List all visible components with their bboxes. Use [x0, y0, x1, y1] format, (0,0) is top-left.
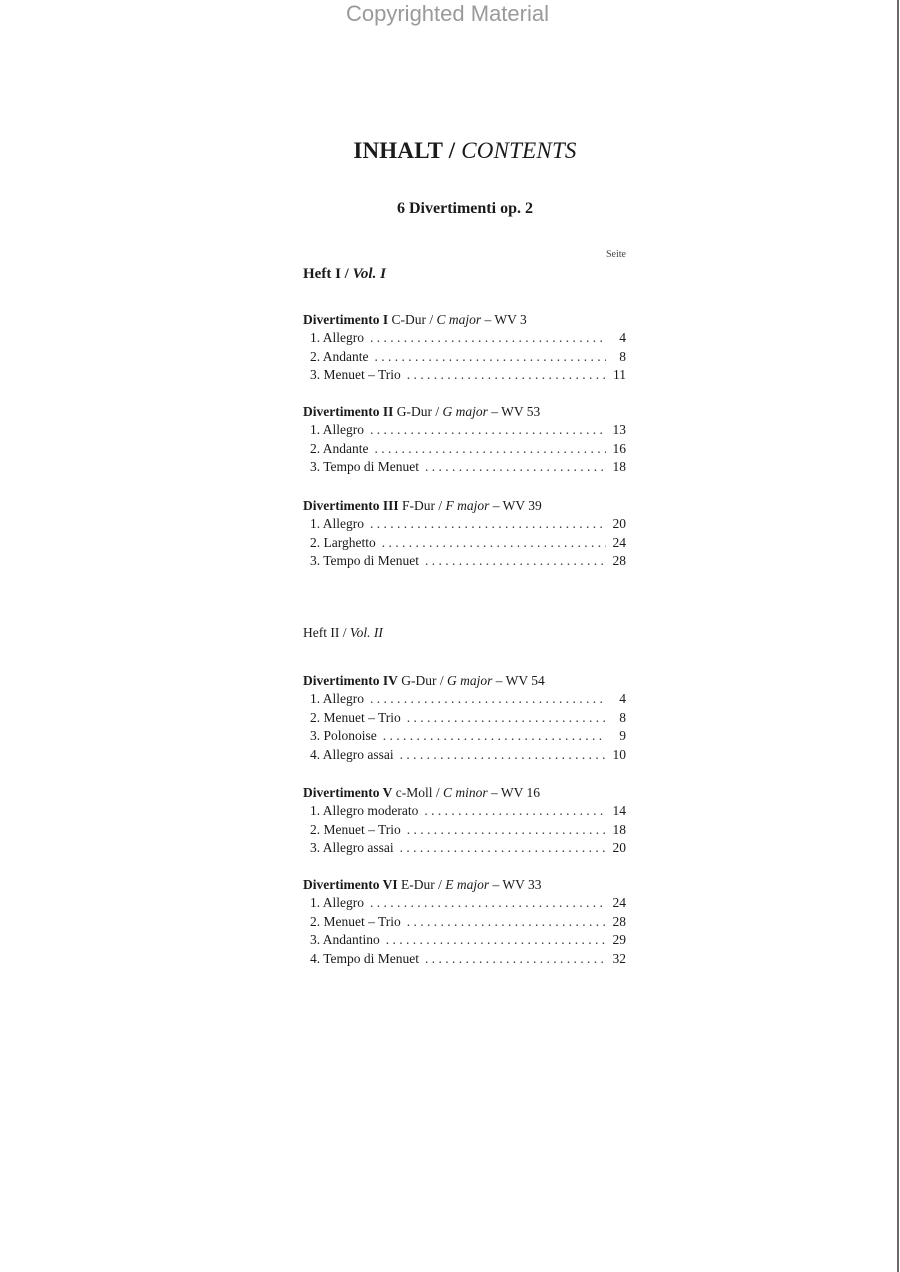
dot-leader [400, 746, 606, 765]
movement-title: 1. Allegro moderato [310, 803, 419, 818]
movement-title: 2. Andante [310, 440, 369, 456]
key-english: C minor [442, 785, 488, 800]
key-english: F major [445, 498, 490, 513]
movement-row[interactable] [303, 746, 626, 765]
dot-leader [370, 690, 606, 709]
dot-leader [370, 515, 606, 534]
page-number: 32 [612, 951, 626, 967]
dot-leader [375, 348, 607, 367]
page-number: 14 [612, 803, 626, 818]
movement-title: 3. Tempo di Menuet [310, 459, 420, 475]
page-number: 16 [612, 440, 626, 456]
movement-row[interactable] [303, 366, 626, 385]
catalog-number: – WV 53 [491, 404, 541, 419]
page-column-label: Seite [606, 249, 626, 260]
page-number: 20 [612, 516, 626, 531]
divertimento-name: Divertimento IV [303, 673, 398, 688]
movement-row[interactable] [303, 727, 626, 746]
key-english: E major [445, 877, 490, 892]
page-number: 10 [612, 747, 626, 763]
divertimento-heading [303, 402, 626, 421]
work-subtitle: 6 Divertimenti op. 2 [397, 200, 533, 217]
movement-row[interactable] [303, 552, 626, 571]
catalog-number: – WV 39 [492, 498, 542, 513]
divertimento-name: Divertimento II [303, 404, 394, 419]
page-number: 4 [619, 691, 626, 706]
movement-row[interactable] [303, 821, 626, 840]
key-english: G major [442, 404, 488, 419]
title-main: INHALT / [353, 138, 456, 163]
volume-heading-2 [303, 625, 383, 641]
movement-title: 3. Andantino [310, 932, 380, 948]
divertimento-heading [303, 496, 626, 515]
catalog-number: – WV 3 [484, 312, 527, 327]
movement-title: 1. Allegro [310, 691, 364, 706]
dot-leader [370, 894, 606, 913]
movement-title: 1. Allegro [310, 330, 364, 345]
dot-leader [424, 802, 606, 821]
page-number: 24 [612, 534, 626, 550]
volume-label: Heft I / [303, 266, 349, 282]
movement-row[interactable] [303, 690, 626, 709]
movement-row[interactable] [303, 950, 626, 969]
dot-leader [382, 534, 606, 553]
copyright-watermark: Copyrighted Material [346, 1, 549, 26]
divertimento-name: Divertimento VI [303, 877, 398, 892]
movement-title: 2. Menuet – Trio [310, 709, 401, 725]
catalog-number: – WV 16 [491, 785, 541, 800]
movement-row[interactable] [303, 802, 626, 821]
movement-title: 1. Allegro [310, 516, 364, 531]
movement-row[interactable] [303, 839, 626, 858]
movement-title: 3. Allegro assai [310, 840, 394, 856]
movement-row[interactable] [303, 894, 626, 913]
dot-leader [400, 839, 606, 858]
title-italic: CONTENTS [461, 138, 577, 163]
page-number: 28 [612, 913, 626, 929]
key-german: c-Moll / [395, 785, 440, 800]
movement-title: 3. Tempo di Menuet [310, 553, 420, 569]
movement-row[interactable] [303, 931, 626, 950]
divertimento-name: Divertimento I [303, 312, 389, 327]
movement-title: 3. Menuet – Trio [310, 367, 401, 383]
catalog-number: – WV 33 [492, 877, 542, 892]
divertimento-name: Divertimento V [303, 785, 393, 800]
page-number: 24 [612, 895, 626, 910]
divertimento-name: Divertimento III [303, 498, 399, 513]
key-german: F-Dur / [401, 498, 443, 513]
divertimento-entry [303, 310, 626, 385]
movement-title: 1. Allegro [310, 422, 364, 437]
movement-row[interactable] [303, 515, 626, 534]
volume-label-italic: Vol. II [349, 625, 383, 640]
divertimento-heading [303, 783, 626, 802]
volume-label: Heft II / [303, 625, 347, 640]
dot-leader [425, 950, 606, 969]
movement-title: 2. Larghetto [310, 534, 376, 550]
dot-leader [407, 913, 606, 932]
divertimento-entry [303, 783, 626, 858]
page-number: 29 [612, 932, 626, 948]
dot-leader [370, 329, 606, 348]
movement-title: 2. Menuet – Trio [310, 821, 401, 837]
dot-leader [425, 458, 606, 477]
page-number: 4 [619, 330, 626, 345]
dot-leader [375, 440, 607, 459]
movement-row[interactable] [303, 709, 626, 728]
dot-leader [407, 366, 606, 385]
dot-leader [425, 552, 606, 571]
volume-label-italic: Vol. I [352, 266, 386, 282]
movement-title: 3. Polonoise [310, 728, 377, 744]
divertimento-entry [303, 671, 626, 765]
divertimento-entry [303, 496, 626, 571]
page-number: 28 [612, 553, 626, 569]
volume-heading-1 [303, 266, 386, 283]
divertimento-heading [303, 875, 626, 894]
movement-row[interactable] [303, 458, 626, 477]
key-german: C-Dur / [391, 312, 434, 327]
key-german: G-Dur / [396, 404, 440, 419]
page-number: 18 [612, 459, 626, 475]
movement-title: 2. Menuet – Trio [310, 913, 401, 929]
dot-leader [383, 727, 606, 746]
page-number: 8 [619, 348, 626, 364]
divertimento-entry [303, 402, 626, 477]
movement-row[interactable] [303, 913, 626, 932]
divertimento-heading [303, 310, 626, 329]
movement-title: 4. Allegro assai [310, 747, 394, 763]
movement-row[interactable] [303, 440, 626, 459]
dot-leader [386, 931, 606, 950]
movement-row[interactable] [303, 421, 626, 440]
key-german: E-Dur / [400, 877, 442, 892]
dot-leader [407, 821, 606, 840]
movement-title: 1. Allegro [310, 895, 364, 910]
divertimento-entry [303, 875, 626, 969]
page-title [300, 138, 630, 164]
movement-row[interactable] [303, 348, 626, 367]
key-english: G major [446, 673, 493, 688]
movement-title: 2. Andante [310, 348, 369, 364]
page-number: 11 [613, 367, 626, 383]
movement-row[interactable] [303, 329, 626, 348]
page-number: 18 [612, 821, 626, 837]
key-german: G-Dur / [401, 673, 444, 688]
page-number: 13 [612, 422, 626, 437]
divertimento-heading [303, 671, 626, 690]
catalog-number: – WV 54 [495, 673, 545, 688]
movement-title: 4. Tempo di Menuet [310, 951, 420, 967]
page-number: 8 [619, 709, 626, 725]
page-edge-border [897, 0, 899, 1272]
page-number: 9 [619, 728, 626, 744]
key-english: C major [436, 312, 482, 327]
dot-leader [370, 421, 606, 440]
movement-row[interactable] [303, 534, 626, 553]
dot-leader [407, 709, 606, 728]
page-number: 20 [612, 840, 626, 856]
